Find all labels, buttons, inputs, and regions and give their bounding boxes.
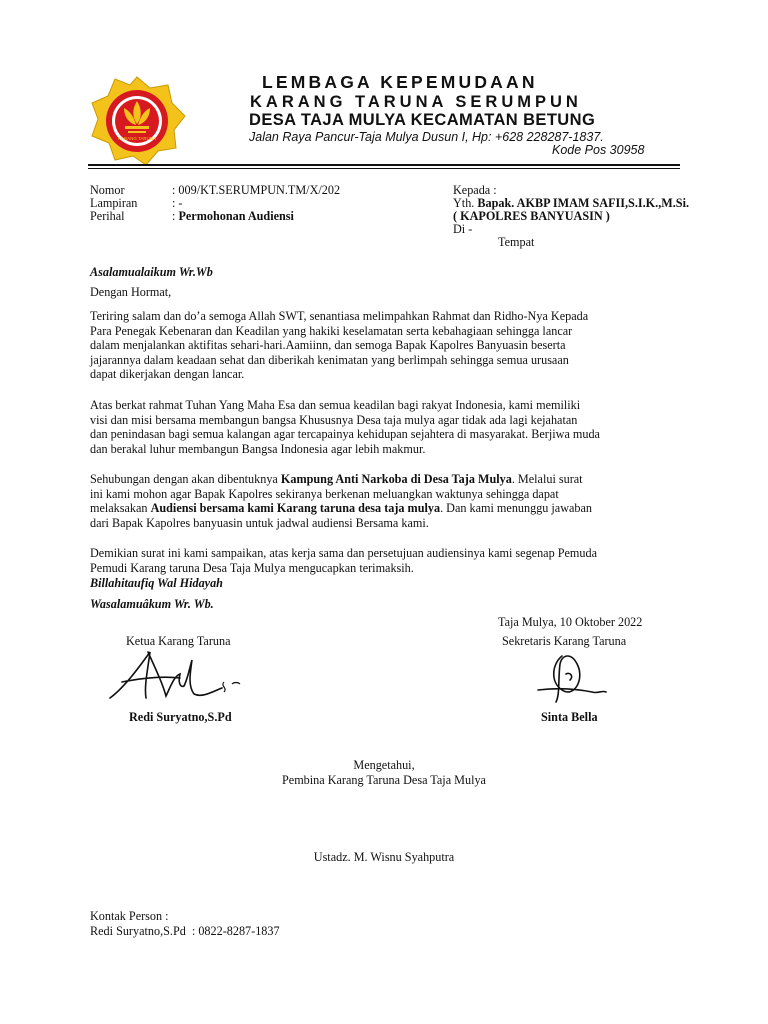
p3-text: Sehubungan dengan akan dibentuknya [90, 472, 281, 486]
greeting: Asalamualaikum Wr.Wb [90, 265, 213, 279]
recipient-name: Bapak. AKBP IMAM SAFII,S.I.K.,M.Si. [477, 196, 690, 210]
kepada-label: Kepada : [453, 183, 497, 197]
recipient-title: ( KAPOLRES BANYUASIN ) [453, 209, 610, 223]
org-title-line1: LEMBAGA KEPEMUDAAN [262, 72, 538, 92]
org-title-line3: DESA TAJA MULYA KECAMATAN BETUNG [249, 111, 596, 129]
paragraph-1 [90, 309, 588, 382]
opening: Dengan Hormat, [90, 285, 172, 299]
p4-line: Pemudi Karang taruna Desa Taja Mulya mengucapkan terimaksih. [90, 560, 414, 575]
recipient-name-row [453, 196, 689, 210]
perihal-row [172, 209, 294, 223]
p1-line: jajarannya dalam keadaan sehat dan diberikah kenimatan yang berlimpah sehingga semua urusaan [90, 352, 569, 367]
pembina-title: Pembina Karang Taruna Desa Taja Mulya [282, 773, 486, 787]
left-signer-title: Ketua Karang Taruna [126, 634, 231, 648]
place-date: Taja Mulya, 10 Oktober 2022 [498, 615, 643, 629]
p1-line: Teriring salam dan do’a semoga Allah SWT, senantiasa melimpahkan Rahmat dan Ridho-Nya Kepada [90, 309, 589, 323]
right-signer-title: Sekretaris Karang Taruna [502, 634, 627, 648]
p3-line [90, 501, 592, 516]
yth-prefix: Yth. [453, 196, 478, 210]
p2-line: dan penindasan bagi semua kalangan agar tercapainya kehidupan sejahtera di masyarakat. Berjiwa muda [90, 427, 600, 442]
p3-line: ini kami mohon agar Bapak Kapolres sekiranya berkenan meluangkan waktunya sehingga dapat [90, 486, 559, 501]
p3-text: . Dan kami menunggu jawaban [440, 501, 593, 516]
p2-line: visi dan misi bersama membangun bangsa Khususnya Desa taja mulya agar tidak ada lagi kejahatan [90, 412, 578, 427]
lampiran-label: Lampiran [90, 196, 138, 210]
contact-label: Kontak Person : [90, 909, 169, 923]
paragraph-4 [90, 546, 597, 575]
pembina-name: Ustadz. M. Wisnu Syahputra [313, 850, 455, 864]
p2-line: Atas berkat rahmat Tuhan Yang Maha Esa dan semua keadilan bagi rakyat Indonesia, kami memiliki [90, 398, 581, 412]
nomor-label: Nomor [90, 183, 125, 197]
tempat-label: Tempat [498, 235, 535, 249]
perihal-value: Permohonan Audiensi [178, 209, 294, 223]
p3-line [90, 472, 592, 487]
mengetahui-label: Mengetahui, [353, 758, 415, 772]
nomor-value: : 009/KT.SERUMPUN.TM/X/202 [172, 183, 341, 197]
p3-bold-text: Kampung Anti Narkoba di Desa Taja Mulya [280, 472, 512, 486]
billahitaufiq: Billahitaufiq Wal Hidayah [90, 576, 223, 590]
p3-line: dari Bapak Kapolres banyuasin untuk jadwal audiensi Bersama kami. [90, 515, 429, 530]
org-address: Jalan Raya Pancur-Taja Mulya Dusun I, Hp: +628 228287-1837. [249, 130, 604, 144]
left-signature [104, 648, 264, 710]
karang-taruna-logo [88, 76, 186, 166]
org-postal-code: Kode Pos 30958 [552, 143, 645, 157]
p4-line: Demikian surat ini kami sampaikan, atas kerja sama dan persetujuan audiensinya kami segenap Pemuda [90, 546, 597, 560]
perihal-label: Perihal [90, 209, 125, 223]
header-rule-thin [88, 168, 680, 169]
contact-line: Redi Suryatno,S.Pd : 0822-8287-1837 [90, 924, 280, 938]
right-signer-name: Sinta Bella [541, 710, 598, 724]
left-signer-name: Redi Suryatno,S.Pd [129, 710, 232, 724]
perihal-colon: : [172, 209, 179, 223]
p3-text: melaksakan [90, 501, 151, 516]
lampiran-value: : - [172, 196, 183, 210]
p1-line: dalam menjalankan aktifitas sehari-hari.Aamiinn, dan semoga Bapak Kapolres Banyuasin beserta [90, 338, 566, 353]
p2-line: dan berakal luhur membangun Bangsa Indonesia agar lebih makmur. [90, 441, 426, 456]
org-title-line2: KARANG TARUNA SERUMPUN [250, 93, 582, 111]
di-label: Di - [453, 222, 473, 236]
paragraph-2 [90, 398, 600, 456]
header-rule [88, 164, 680, 166]
right-signature [532, 650, 624, 708]
p3-bold-text: Audiensi bersama kami Karang taruna desa taja mulya [150, 501, 441, 516]
p1-line: dapat dikerjakan dengan lancar. [90, 367, 245, 382]
closing-salam: Wasalamuâkum Wr. Wb. [90, 597, 214, 611]
p1-line: Para Penegak Kebenaran dan Keadilan yang hakiki keselamatan serta kebahagiaan sehingga lancar [90, 323, 573, 338]
logo-text: KARANG TARUNA [117, 136, 157, 141]
p3-text: . Melalui surat [511, 472, 583, 486]
paragraph-3 [90, 472, 592, 530]
